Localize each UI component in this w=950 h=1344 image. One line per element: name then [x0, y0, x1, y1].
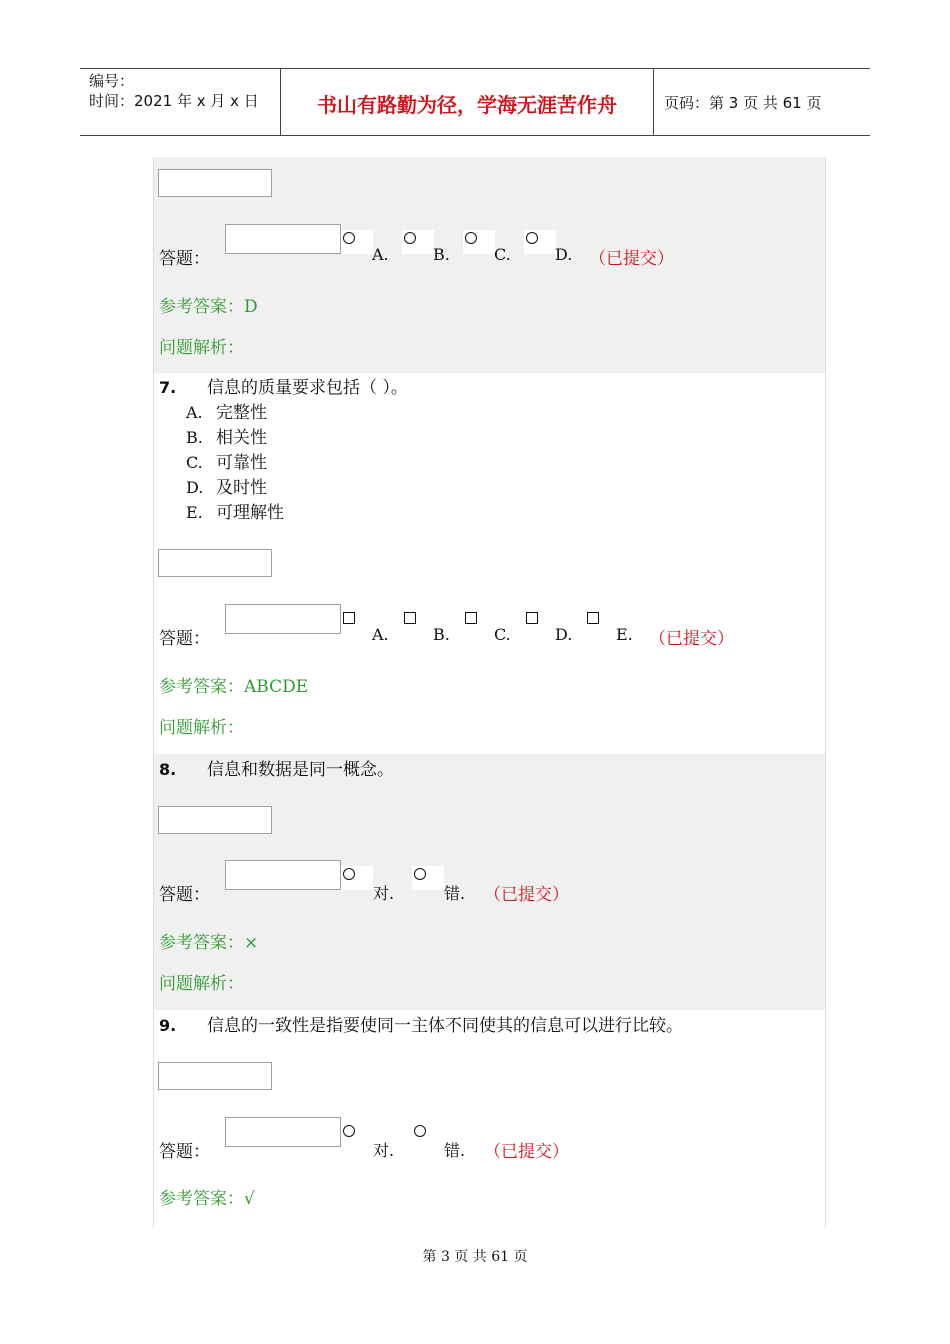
question-7-option-d — [186, 477, 267, 499]
question-6-answer-row — [159, 224, 819, 269]
radio-circle-icon — [465, 232, 477, 244]
option-letter: D. — [186, 478, 204, 497]
submitted-status: （已提交） — [484, 885, 569, 905]
question-7-option-b — [186, 427, 267, 449]
question-8-reference-answer: 参考答案：× — [159, 933, 259, 953]
answer-label: 答题： — [159, 885, 210, 905]
choice-label: E. — [616, 625, 633, 644]
choice-label: B. — [433, 625, 450, 644]
option-text: 可靠性 — [216, 453, 267, 473]
question-9-text-input[interactable] — [158, 1062, 272, 1090]
question-6-radio-a[interactable] — [341, 230, 373, 254]
question-7-checkbox-c[interactable] — [463, 610, 495, 634]
option-letter: C. — [186, 453, 203, 472]
choice-label: 错. — [444, 1141, 466, 1160]
question-9-answer-box[interactable] — [225, 1117, 341, 1147]
question-7-checkbox-b[interactable] — [402, 610, 434, 634]
question-9-radio-false[interactable] — [412, 1123, 444, 1147]
choice-label: 对. — [373, 884, 395, 903]
choice-label: A. — [372, 245, 389, 264]
radio-circle-icon — [343, 232, 355, 244]
question-9-radio-true[interactable] — [341, 1123, 373, 1147]
question-text: 信息的质量要求包括（ ）。 — [207, 378, 408, 398]
checkbox-square-icon — [343, 612, 355, 624]
question-8-answer-box[interactable] — [225, 860, 341, 890]
choice-label: 对. — [373, 1141, 395, 1160]
option-text: 及时性 — [216, 478, 267, 498]
question-6-radio-d[interactable] — [524, 230, 556, 254]
quiz-content — [153, 157, 826, 1227]
question-text: 信息的一致性是指要使同一主体不同使其的信息可以进行比较。 — [207, 1016, 683, 1036]
question-7-analysis-label: 问题解析： — [159, 718, 244, 738]
question-9-stem — [159, 1015, 683, 1037]
option-letter: E. — [186, 503, 203, 522]
question-number: 8. — [159, 760, 177, 779]
question-7-text-input[interactable] — [158, 549, 272, 577]
question-8-radio-true[interactable] — [341, 866, 373, 890]
radio-circle-icon — [414, 1125, 426, 1137]
radio-circle-icon — [404, 232, 416, 244]
choice-label: D. — [555, 245, 573, 264]
question-7-option-e — [186, 502, 284, 524]
question-8-analysis-label: 问题解析： — [159, 974, 244, 994]
question-7-option-c — [186, 452, 267, 474]
question-text: 信息和数据是同一概念。 — [207, 760, 394, 780]
header-page-info: 页码：第 3 页 共 61 页 — [664, 93, 822, 112]
answer-label: 答题： — [159, 629, 210, 649]
question-8-section — [154, 754, 825, 1010]
question-6-reference-answer: 参考答案：D — [159, 297, 258, 317]
checkbox-square-icon — [587, 612, 599, 624]
question-6-radio-c[interactable] — [463, 230, 495, 254]
answer-label: 答题： — [159, 1142, 210, 1162]
choice-label: C. — [494, 245, 511, 264]
question-7-option-a — [186, 402, 267, 424]
page-header — [80, 68, 870, 136]
number-label: 编号： — [89, 72, 135, 90]
checkbox-square-icon — [465, 612, 477, 624]
submitted-status: （已提交） — [589, 249, 674, 269]
option-text: 完整性 — [216, 403, 267, 423]
choice-label: 错. — [444, 884, 466, 903]
question-6-text-input[interactable] — [158, 169, 272, 197]
option-text: 可理解性 — [216, 503, 284, 523]
radio-circle-icon — [414, 868, 426, 880]
question-7-reference-answer: 参考答案：ABCDE — [159, 677, 309, 697]
question-7-checkbox-e[interactable] — [585, 610, 617, 634]
question-6-radio-b[interactable] — [402, 230, 434, 254]
time-label: 时间：2021 年 x 月 x 日 — [89, 92, 259, 110]
question-number: 7. — [159, 378, 177, 397]
checkbox-square-icon — [404, 612, 416, 624]
choice-label: B. — [433, 245, 450, 264]
question-9-section — [154, 1010, 825, 1227]
question-9-reference-answer: 参考答案：√ — [159, 1189, 255, 1209]
question-8-answer-row — [159, 860, 819, 905]
choice-label: A. — [372, 625, 389, 644]
question-8-radio-false[interactable] — [412, 866, 444, 890]
question-7-answer-row — [159, 604, 819, 649]
question-number: 9. — [159, 1016, 177, 1035]
question-7-section — [154, 373, 825, 754]
submitted-status: （已提交） — [649, 629, 734, 649]
header-motto: 书山有路勤为径，学海无涯苦作舟 — [281, 69, 654, 135]
radio-circle-icon — [343, 1125, 355, 1137]
question-7-answer-box[interactable] — [225, 604, 341, 634]
question-8-text-input[interactable] — [158, 806, 272, 834]
choice-label: D. — [555, 625, 573, 644]
question-7-stem — [159, 377, 408, 399]
submitted-status: （已提交） — [484, 1142, 569, 1162]
question-7-checkbox-a[interactable] — [341, 610, 373, 634]
radio-circle-icon — [343, 868, 355, 880]
question-6-answer-box[interactable] — [225, 224, 341, 254]
question-6-analysis-label: 问题解析： — [159, 338, 244, 358]
option-letter: B. — [186, 428, 203, 447]
choice-label: C. — [494, 625, 511, 644]
question-7-checkbox-d[interactable] — [524, 610, 556, 634]
page-footer: 第 3 页 共 61 页 — [422, 1249, 528, 1265]
checkbox-square-icon — [526, 612, 538, 624]
question-6-section — [154, 157, 825, 373]
header-meta — [80, 69, 281, 135]
question-9-answer-row — [159, 1117, 819, 1162]
question-8-stem — [159, 759, 394, 781]
option-text: 相关性 — [216, 428, 267, 448]
radio-circle-icon — [526, 232, 538, 244]
answer-label: 答题： — [159, 249, 210, 269]
option-letter: A. — [186, 403, 203, 422]
